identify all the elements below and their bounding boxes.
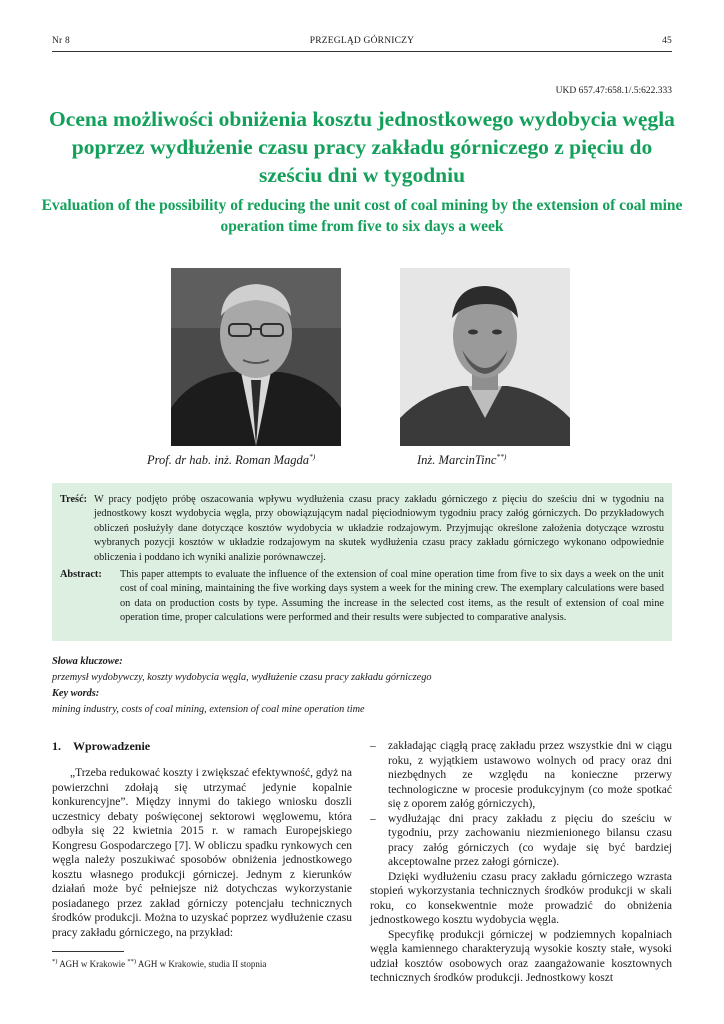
column-left [52,766,352,940]
footnote-text: AGH w Krakowie [59,959,126,969]
footnote-text: AGH w Krakowie, studia II stopnia [137,959,267,969]
footnote [52,958,266,969]
abstract-polish-text: W pracy podjęto próbę oszacowania wpływu wydłużenia czasu pracy zakładu górniczego z pięciu do sześciu dni w tygodniu na jednostkowy koszt wydobycia węgla, przy obowiązującym nadal pięciodniowym tygodniu pracy załóg górniczych. Do przykładowych obliczeń posłużyły dane dotyczące kosztów wydobycia w układzie rodzajowym. Przyjmując określone założenia dotyczące wzrostu wybranych pozycji kosztów w układzie rodzajowym na skutek wydłużenia czasu pracy zakładu górniczego wykonano odpowiednie obliczenia i poddano ich wyniki analizie porównawczej. [94,494,664,563]
footnote-rule [52,951,124,952]
page-number: 45 [662,36,672,46]
author-name: Inż. MarcinTinc [417,453,497,468]
list-item-text: wydłużając dni pracy zakładu z pięciu do sześciu w tygodniu, przy zachowaniu niezmienionego bilansu czasu pracy załóg górniczych (co wydaje się być bardziej akceptowalne przez załogi górnicze). [388,812,672,868]
author-photo-tinc [400,268,570,446]
keywords-polish-heading: Słowa kluczowe: [52,656,123,667]
keywords-english-text: mining industry, costs of coal mining, extension of coal mine operation time [52,704,365,715]
column-right [370,739,672,986]
list-item [370,739,672,812]
body-paragraph: Dzięki wydłużeniu czasu pracy zakładu górniczego wzrasta stopień wykorzystania technicznych środków produkcji w skali roku, co konsekwentnie może prowadzić do obniżenia jednostkowego kosztu wydobycia węgla. [370,870,672,926]
author-caption-tinc [417,452,506,468]
title-english: Evaluation of the possibility of reducing the unit cost of coal mining by the extension of coal mine operation time from five to six days a week [41,197,683,235]
journal-name: PRZEGLĄD GÓRNICZY [309,36,415,46]
running-header [52,36,672,50]
list-item-text: zakładając ciągłą pracę zakładu przez wszystkie dni w ciągu roku, z wyjątkiem ustawowo wolnych od pracy oraz dni niezbędnych ze względu na konieczne przerwy technologiczne w procesie produkcyjnym (co może spotkać się z oporem załóg górniczych), [388,740,672,810]
title-polish: Ocena możliwości obniżenia kosztu jednostkowego wydobycia węgla poprzez wydłużenie czasu pracy zakładu górniczego z pięciu do sześciu dni w tygodniu [49,107,675,187]
section-heading: 1. Wprowadzenie [52,739,151,753]
abstract-polish-label: Treść: [60,494,88,505]
header-rule [52,51,672,52]
abstract-box [52,483,672,641]
issue-number: Nr 8 [52,36,70,46]
author-photo-magda [171,268,341,446]
author-name: Prof. dr hab. inż. Roman Magda [147,453,310,468]
footnote-marker: *) [52,958,58,965]
dash-bullet: – [370,740,376,752]
body-paragraph: „Trzeba redukować koszty i zwiększać efektywność, gdyż na powierzchni zdołają się utrzymać jedynie kopalnie konkurencyjne”. Między innymi do takiego wniosku doszli uczestnicy debaty poświęconej sektorowi węglowemu, która odbyła się 22 kwietnia 2015 r. w ramach Europejskiego Kongresu Gospodarczego [7]. W obliczu spadku rynkowych cen węgla należy poszukiwać sposobów obniżenia jednostkowego kosztu własnego produkcji górniczej. Jednym z kierunków działań może być pełniejsze niż dotychczas wykorzystanie posiadanego przez zakład górniczy potencjału technicznych środków produkcji. Można to uzyskać poprzez wydłużenie czasu pracy zakładu górniczego, na przykład: [52,767,352,939]
keywords-polish-text: przemysł wydobywczy, koszty wydobycia węgla, wydłużenie czasu pracy zakładu górniczego [52,672,432,683]
dash-bullet: – [370,812,376,825]
list-item [370,812,672,870]
abstract-english-text: This paper attempts to evaluate the influence of the extension of coal mine operation time from five to six days a week on the unit cost of coal mining, maintaining the five working days system a week for the mining crew. The exemplary calculations were based on data on production costs by type. Assuming the increase in the selected cost items, as the result of extension of coal mine operation time, proper calculations were performed and their results were subjected to comparative analysis. [120,569,664,624]
ukd-code: UKD 657.47:658.1/.5:622.333 [555,86,672,96]
footnote-marker: **) [127,958,137,965]
keywords-english-heading: Key words: [52,688,100,699]
footnote-marker: *) [309,452,316,461]
author-caption-magda [147,452,315,468]
abstract-english-label: Abstract: [60,569,102,580]
footnote-marker: **) [496,452,507,461]
body-paragraph: Specyfikę produkcji górniczej w podziemnych kopalniach węgla kamiennego charakteryzują wysokie koszty stałe, wysoki udział kosztów osobowych oraz zaangażowanie kosztownych technicznych środków produkcji. Jednostkowy koszt [370,928,672,984]
